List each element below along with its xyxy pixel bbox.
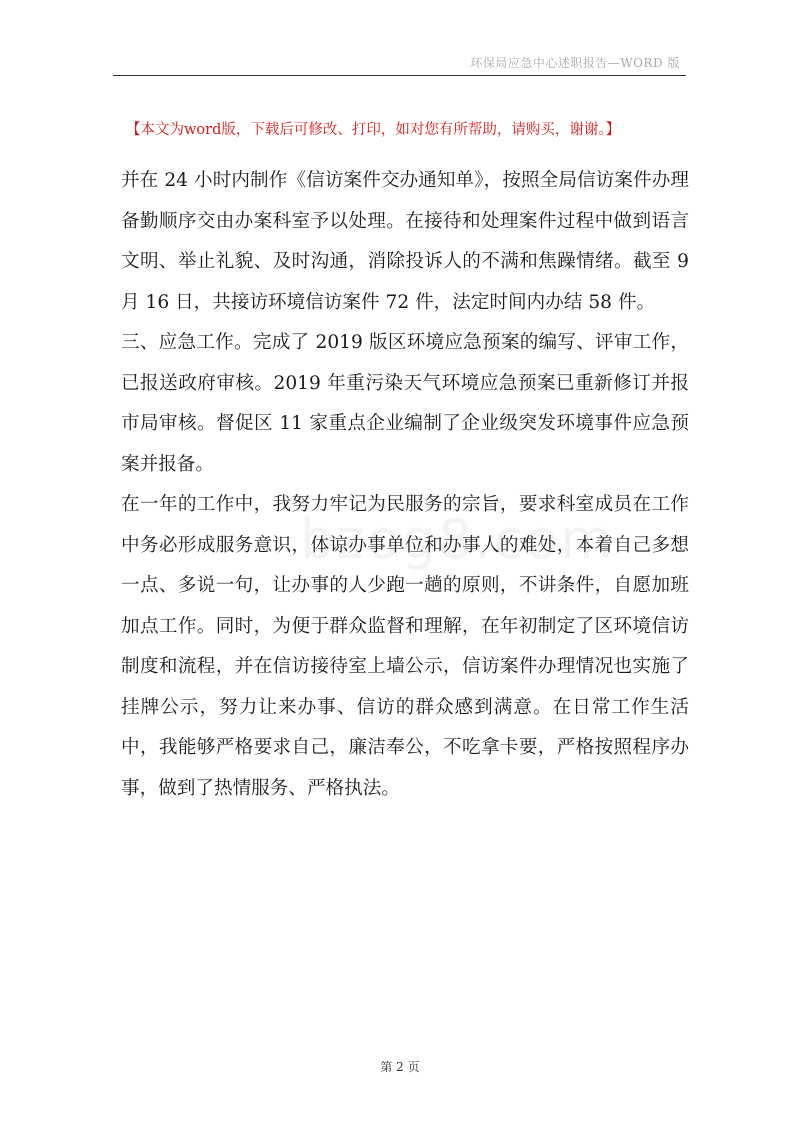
header-divider [113, 75, 686, 76]
paragraph-service-conduct: 在一年的工作中，我努力牢记为民服务的宗旨，要求科室成员在工作中务必形成服务意识，体谅办事单位和办事人的难处，本着自己多想一点、多说一句，让办事的人少跑一趟的原则，不讲条件，自愿加班加点工作。同时，为便于群众监督和理解，在年初制定了区环境信访制度和流程，并在信访接待室上墙公示，信访案件办理情况也实施了挂牌公示，努力让来办事、信访的群众感到满意。在日常工作生活中，我能够严格要求自己，廉洁奉公，不吃拿卡要，严格按照程序办事，做到了热情服务、严格执法。 [121, 494, 689, 799]
page-number: 第 2 页 [380, 1060, 420, 1074]
running-header: 环保局应急中心述职报告—WORD 版 [470, 56, 680, 70]
document-body [121, 161, 689, 809]
paragraph-emergency-work: 三、应急工作。完成了 2019 版区环境应急预案的编写、评审工作，已报送政府审核。2019 年重污染天气环境应急预案已重新修订并报市局审核。督促区 11 家重点企业编制了企业级突发环境事件应急预案并报备。 [121, 332, 689, 475]
download-notice: 【本文为word版，下载后可修改、打印，如对您有所帮助，请购买，谢谢。】 [126, 122, 621, 138]
paragraph-petition-handling: 并在 24 小时内制作《信访案件交办通知单》，按照全局信访案件办理备勤顺序交由办案科室予以处理。在接待和处理案件过程中做到语言文明、举止礼貌、及时沟通，消除投诉人的不满和焦躁情绪。截至 9 月 16 日，共接访环境信访案件 72 件，法定时间内办结 58 件。 [121, 170, 689, 313]
